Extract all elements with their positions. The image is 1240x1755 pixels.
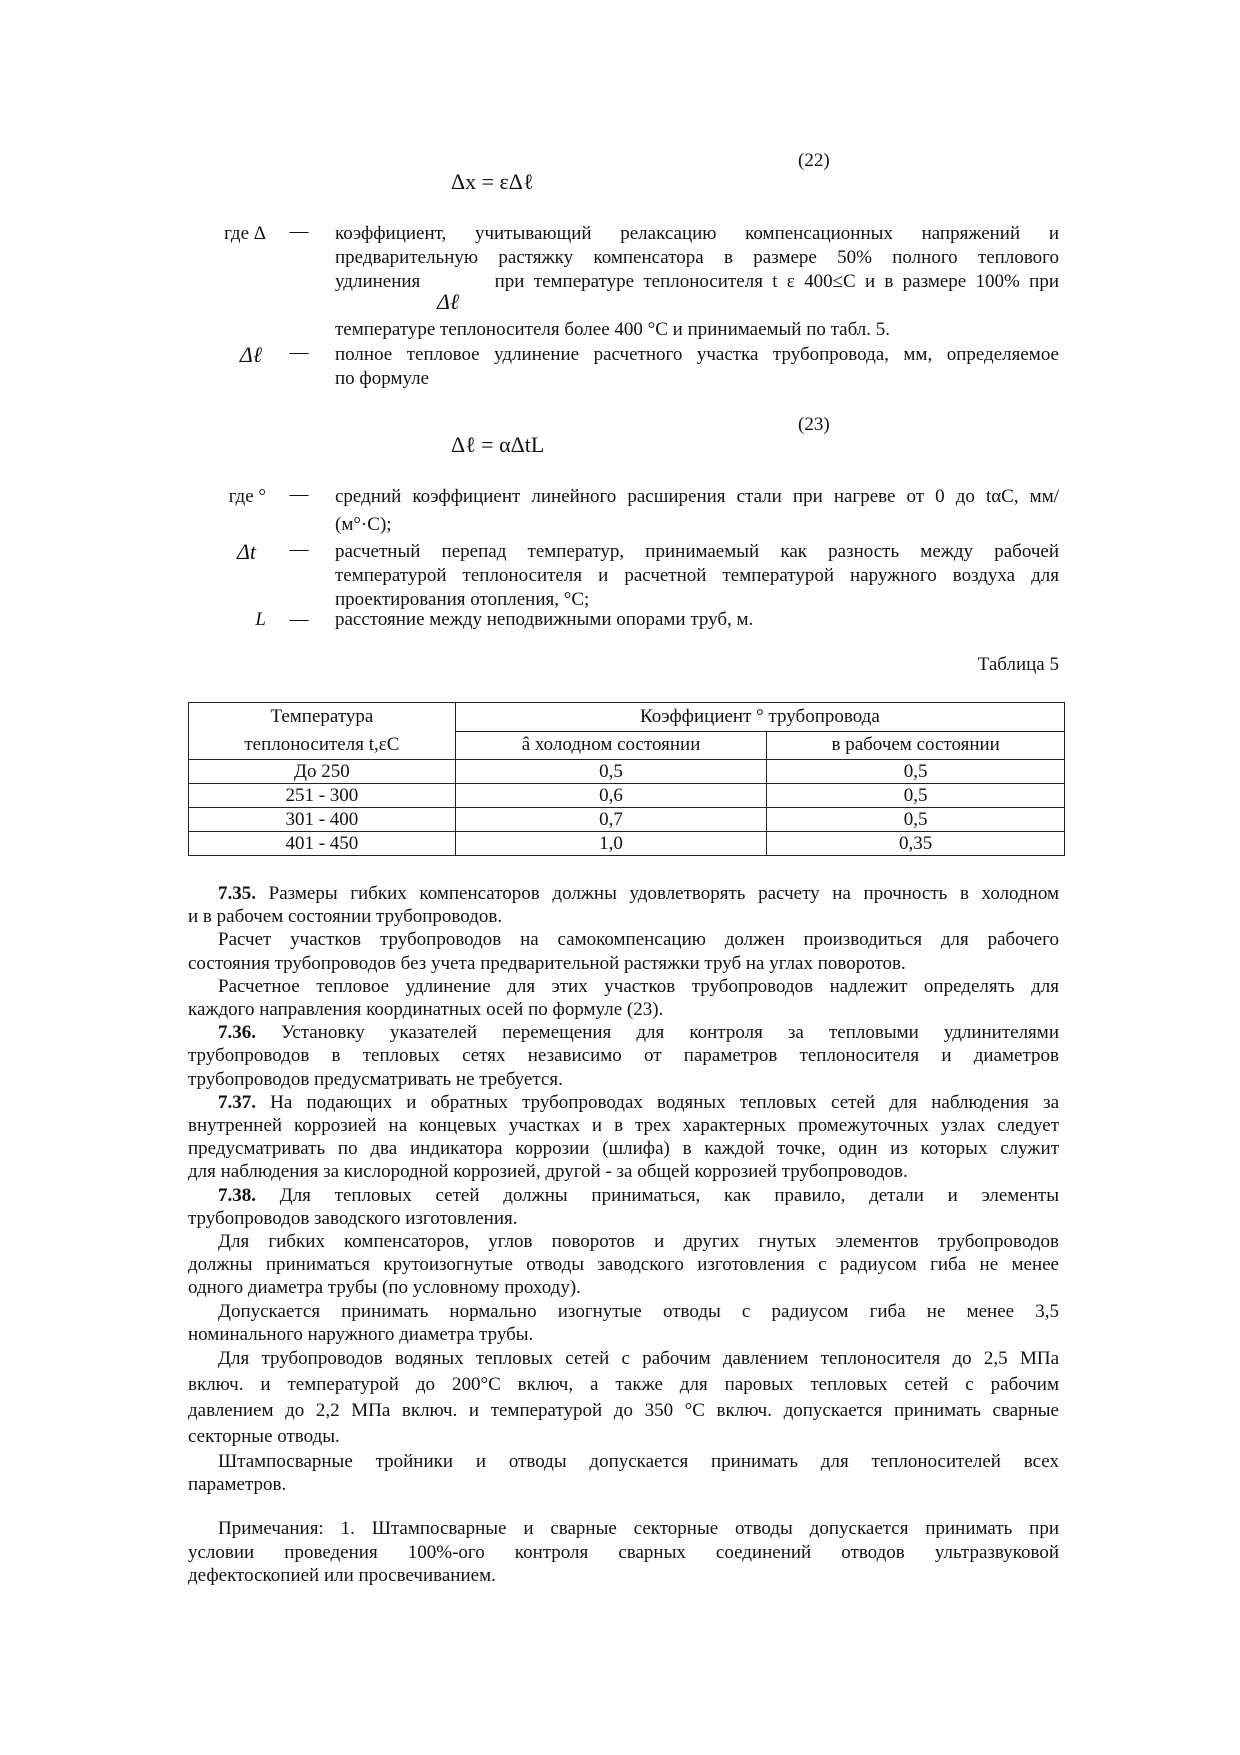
header-cold-state: â холодном состоянии xyxy=(455,731,767,760)
paragraph-line-text: трубопроводов заводского изготовления. xyxy=(188,1207,518,1229)
paragraph xyxy=(188,1230,1059,1300)
paragraph-line xyxy=(188,1091,1059,1114)
header-coefficient-group: Коэффициент ° трубопровода xyxy=(455,703,1064,732)
equation-number-22: (22) xyxy=(798,150,830,171)
header-temperature-line1: Температура xyxy=(270,706,374,727)
paragraph-line-text: номинального наружного диаметра трубы. xyxy=(188,1323,534,1345)
paragraph-line xyxy=(188,1114,1059,1137)
paragraph-line-text: секторные отводы. xyxy=(188,1426,340,1448)
paragraph-line xyxy=(188,1137,1059,1160)
def-label-alpha: где ° xyxy=(228,486,266,507)
paragraph-line-text: включ. и температурой до 200°С включ, а также для паровых тепловых сетей с рабочим xyxy=(188,1374,1059,1396)
paragraph-line-text: Для тепловых сетей должны приниматься, как правило, детали и элементы xyxy=(279,1184,1060,1206)
table-header-row xyxy=(189,703,1065,732)
paragraph-line xyxy=(188,975,1059,998)
def-label-L: L xyxy=(255,609,266,630)
cell-cold-coefficient: 1,0 xyxy=(455,832,767,856)
paragraph-line-text: давлением до 2,2 МПа включ. и температурой до 350 °С включ. допускается принимать сварные xyxy=(188,1400,1059,1422)
paragraph-line xyxy=(188,882,1059,905)
def-dash: — xyxy=(289,484,309,505)
cell-temperature: До 250 xyxy=(189,760,456,784)
cell-cold-coefficient: 0,7 xyxy=(455,808,767,832)
def-text-line: коэффициент, учитывающий релаксацию компенсационных напряжений и xyxy=(335,223,1059,244)
def-text-line: (м°·С); xyxy=(335,514,392,535)
cell-working-coefficient: 0,35 xyxy=(767,832,1065,856)
paragraph xyxy=(188,1300,1059,1346)
equation-number-23: (23) xyxy=(798,414,830,435)
cell-working-coefficient: 0,5 xyxy=(767,784,1065,808)
clause-number: 7.36. xyxy=(218,1022,256,1044)
document-body xyxy=(188,882,1059,1587)
table-row xyxy=(189,808,1065,832)
cell-temperature: 401 - 450 xyxy=(189,832,456,856)
paragraph-line xyxy=(188,1160,1059,1183)
paragraph xyxy=(188,1450,1059,1496)
paragraph-line-text: Штампосварные тройники и отводы допускается принимать для теплоносителей всех xyxy=(218,1451,1059,1473)
paragraph-line-text: и в рабочем состоянии трубопроводов. xyxy=(188,906,503,928)
paragraph-line-text: Примечания: 1. Штампосварные и сварные секторные отводы допускается принимать при xyxy=(218,1518,1059,1540)
paragraph-line-text: трубопроводов в тепловых сетях независимо от параметров теплоносителя и диаметров xyxy=(188,1045,1059,1067)
paragraph-line-text: предусматривать по два индикатора коррозии (шлифа) в каждой точке, один из которых служит xyxy=(188,1138,1059,1160)
formula-22: Δx = εΔℓ xyxy=(451,169,534,194)
clause-number: 7.35. xyxy=(218,883,256,904)
paragraph-line-text: Расчет участков трубопроводов на самокомпенсацию должен производиться для рабочего xyxy=(218,929,1059,951)
paragraph-line xyxy=(188,1021,1059,1044)
def-text-line: проектирования отопления, °С; xyxy=(335,589,590,610)
clause-paragraph xyxy=(188,882,1059,928)
paragraph-line xyxy=(188,928,1059,951)
paragraph-line xyxy=(188,952,1059,975)
paragraph-line xyxy=(188,1068,1059,1091)
paragraph-line-text: одного диаметра трубы (по условному проходу). xyxy=(188,1277,581,1299)
paragraph-line-text: Для гибких компенсаторов, углов поворотов и других гнутых элементов трубопроводов xyxy=(218,1231,1059,1253)
paragraph-line xyxy=(188,1564,1059,1587)
def-dash: — xyxy=(289,609,309,630)
paragraph-line xyxy=(188,998,1059,1021)
header-temperature-line2-text: теплоносителя t,εС xyxy=(244,734,400,755)
paragraph-line-text: На подающих и обратных трубопроводах водяных тепловых сетей для наблюдения за xyxy=(270,1091,1060,1113)
table-row xyxy=(189,832,1065,856)
paragraph xyxy=(188,975,1059,1021)
paragraph-line-text: состояния трубопроводов без учета предварительной растяжки труб на углах поворотов. xyxy=(188,952,906,974)
paragraph-line xyxy=(188,1253,1059,1276)
def-text-line: температурой теплоносителя и расчетной температурой наружного воздуха для xyxy=(335,565,1059,586)
paragraph-line-text: трубопроводов предусматривать не требуется. xyxy=(188,1068,563,1090)
clause-paragraph xyxy=(188,1021,1059,1091)
cell-temperature: 301 - 400 xyxy=(189,808,456,832)
paragraph-line-text: условии проведения 100%-ого контроля сварных соединений отводов ультразвуковой xyxy=(188,1541,1059,1563)
paragraph-line xyxy=(188,1473,1059,1496)
paragraph-line xyxy=(188,1424,1059,1450)
paragraph xyxy=(188,928,1059,974)
paragraph-line xyxy=(188,1044,1059,1067)
paragraph-line xyxy=(188,1450,1059,1473)
paragraph-line xyxy=(188,1207,1059,1230)
paragraph-line xyxy=(188,1346,1059,1372)
paragraph-line-text: Размеры гибких компенсаторов должны удовлетворять расчету на прочность в холодном xyxy=(268,883,1060,904)
def-text-line: предварительную растяжку компенсатора в размере 50% полного теплового xyxy=(335,247,1059,268)
clause-paragraph xyxy=(188,1091,1059,1184)
table-row xyxy=(189,760,1065,784)
def-text-line: удлинения при температуре теплоносителя t ε 400≤С и в размере 100% при xyxy=(335,271,1059,292)
coefficient-table xyxy=(188,702,1065,856)
cell-working-coefficient: 0,5 xyxy=(767,808,1065,832)
cell-temperature: 251 - 300 xyxy=(189,784,456,808)
paragraph-line xyxy=(188,1517,1059,1540)
def-dash: — xyxy=(289,539,309,560)
formula-23: Δℓ = αΔtL xyxy=(451,432,545,457)
paragraph-line-text: дефектоскопией или просвечиванием. xyxy=(188,1564,496,1586)
clause-paragraph xyxy=(188,1184,1059,1230)
note-paragraph xyxy=(188,1517,1059,1587)
paragraph-line-text: Расчетное тепловое удлинение для этих участков трубопроводов надлежит определять для xyxy=(218,975,1059,997)
paragraph-line-text: Для трубопроводов водяных тепловых сетей с рабочим давлением теплоносителя до 2,5 МПа xyxy=(218,1348,1059,1370)
table-row xyxy=(189,784,1065,808)
cell-cold-coefficient: 0,5 xyxy=(455,760,767,784)
table-caption: Таблица 5 xyxy=(977,654,1059,675)
paragraph-line-text: параметров. xyxy=(188,1474,287,1496)
paragraph-line-text: Допускается принимать нормально изогнутые отводы с радиусом гиба не менее 3,5 xyxy=(218,1300,1059,1322)
cell-working-coefficient: 0,5 xyxy=(767,760,1065,784)
def-text-line: расчетный перепад температур, принимаемый как разность между рабочей xyxy=(335,541,1059,562)
paragraph-line-text: внутренней коррозией на концевых участках и в трех характерных промежуточных узлах следует xyxy=(188,1115,1059,1137)
def-text-line: расстояние между неподвижными опорами труб, м. xyxy=(335,609,754,630)
paragraph-line xyxy=(188,905,1059,928)
paragraph-line xyxy=(188,1276,1059,1299)
def-label-delta: где Δ xyxy=(224,223,266,244)
clause-number: 7.38. xyxy=(218,1184,256,1206)
def-text-line: полное тепловое удлинение расчетного участка трубопровода, мм, определяемое xyxy=(335,344,1059,365)
def-label-delta-t: Δt xyxy=(236,539,256,564)
paragraph-line xyxy=(188,1398,1059,1424)
clause-number: 7.37. xyxy=(218,1091,256,1113)
paragraph-line xyxy=(188,1184,1059,1207)
def-dash: — xyxy=(289,221,309,242)
header-working-state: в рабочем состоянии xyxy=(767,731,1065,760)
paragraph xyxy=(188,1346,1059,1450)
paragraph-line xyxy=(188,1230,1059,1253)
paragraph-line-text: Установку указателей перемещения для контроля за тепловыми удлинителями xyxy=(281,1022,1059,1044)
paragraph-line-text: для наблюдения за кислородной коррозией, другой - за общей коррозией трубопроводов. xyxy=(188,1161,908,1183)
paragraph-line xyxy=(188,1300,1059,1323)
floating-delta-l-symbol: Δℓ xyxy=(437,289,460,314)
header-temperature xyxy=(189,703,456,760)
def-text-line: температуре теплоносителя более 400 °С и принимаемый по табл. 5. xyxy=(335,319,891,340)
header-temperature-line2 xyxy=(189,731,455,759)
cell-cold-coefficient: 0,6 xyxy=(455,784,767,808)
paragraph-line xyxy=(188,1323,1059,1346)
paragraph-line-text: должны приниматься крутоизогнутые отводы заводского изготовления с радиусом гиба не менее xyxy=(188,1254,1059,1276)
def-label-delta-l: Δℓ xyxy=(239,342,262,367)
def-text-line: средний коэффициент линейного расширения стали при нагреве от 0 до tαС, мм/ xyxy=(335,486,1059,507)
def-text-line: по формуле xyxy=(335,368,430,389)
def-dash: — xyxy=(289,342,309,363)
paragraph-line xyxy=(188,1372,1059,1398)
paragraph-line-text: каждого направления координатных осей по формуле (23). xyxy=(188,999,664,1021)
paragraph-line xyxy=(188,1541,1059,1564)
